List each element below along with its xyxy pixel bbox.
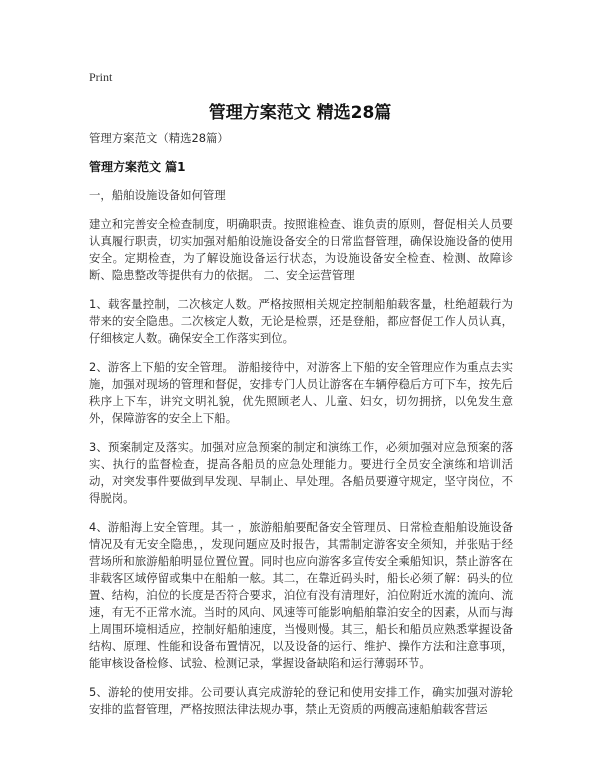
paragraph: 1、载客量控制，二次核定人数。严格按照相关规定控制船舶载客量，杜绝超载行为带来的安全隐患。二次核定人数，无论是检票，还是登船，都应督促工作人员认真，仔细核定人数。确保安全工作落实到位。 [89,297,513,345]
paragraph: 2、游客上下船的安全管理。 游船接待中，对游客上下船的安全管理应作为重点去实施，加强对现场的管理和督促，安排专门人员让游客在车辆停稳后方可下车，按先后秩序上下车，讲究文明礼貌，优先照顾老人、儿童、妇女，切勿拥挤，以免发生意外，保障游客的安全上下船。 [89,360,513,425]
paragraph: 4、游船海上安全管理。其一 ，旅游船舶要配备安全管理员、日常检查船舶设施设备情况及有无安全隐患，，发现问题应及时报告，其需制定游客安全须知，并张贴于经营场所和旅游船舶明显位置位置。同时也应向游客多宣传安全乘船知识，禁止游客在非载客区域停留或集中在船舶一舷。其二，在靠近码头时，船长必须了解：码头的位置、结构，泊位的长度是否符合要求，泊位有没有清理好，泊位附近水流的流向、流速，有无不正常水流。当时的风向、风速等可能影响船舶靠泊安全的因素，从而与海上周围环境相适应，控制好船舶速度，当慢则慢。其三，船长和船员应熟悉掌握设备结构、原理、性能和设备布置情况，以及设备的运行、维护、操作方法和注意事项，能审核设备检修、试验、检测记录，掌握设备缺陷和运行薄弱环节。 [89,520,513,670]
paragraph: 5、游轮的使用安排。公司要认真完成游轮的登记和使用安排工作，确实加强对游轮安排的监督管理，严格按照法律法规办事，禁止无资质的两艘高速船舶载客营运 [89,685,513,716]
document-subtitle: 管理方案范文（精选28篇） [89,131,229,145]
document-body [89,130,513,730]
section-heading: 管理方案范文 篇1 [89,160,186,174]
print-link[interactable]: Print [89,70,113,84]
paragraph: 建立和完善安全检查制度，明确职责。按照谁检查、谁负责的原则，督促相关人员要认真履行职责，切实加强对船舶设施设备安全的日常监督管理，确保设施设备的使用安全。定期检查，为了解设施设备运行状态，为设施设备安全检查、检测、故障诊断、隐患整改等提供有力的依据。 二、安全运营管理 [89,217,513,282]
paragraph: 一，船舶设施设备如何管理 [89,188,226,202]
document-title: 管理方案范文 精选28篇 [208,103,392,123]
paragraph: 3、预案制定及落实。加强对应急预案的制定和演练工作，必须加强对应急预案的落实、执行的监督检查，提高各船员的应急处理能力。要进行全员安全演练和培训活动，对突发事件要做到早发现、早制止、早处理。各船员要遵守规定，坚守岗位，不得脱岗。 [89,440,513,505]
